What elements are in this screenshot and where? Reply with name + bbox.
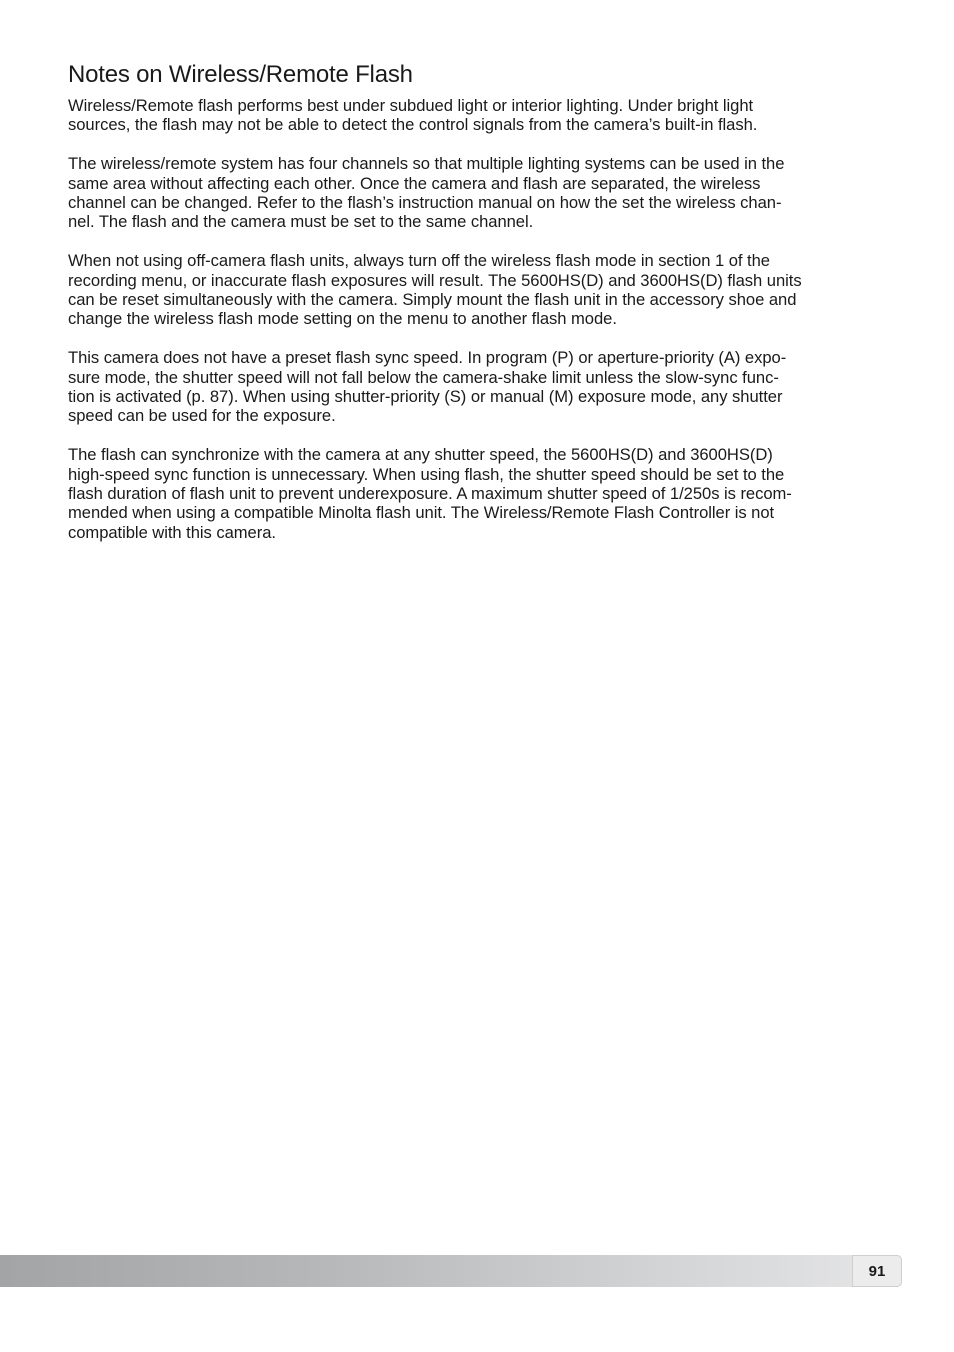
- paragraph-high-speed-sync: The flash can synchronize with the camera at any shutter speed, the 5600HS(D) and 3600HS(D) high-speed sync function is unnecessary. When using flash, the shutter speed should be set to the flash duration of flash unit to prevent underexposure. A maximum shutter speed of 1/250s is recom- mended when using a compatible Minolta flash unit. The Wireless/Remote Flash Controller is not compatible with this camera.: [68, 445, 792, 542]
- paragraph-channels: The wireless/remote system has four channels so that multiple lighting systems can be used in the same area without affecting each other. Once the camera and flash are separated, the wireless channel can be changed. Refer to the flash’s instruction manual on how the set the wireless chan- nel. The flash and the camera must be set to the same channel.: [68, 154, 785, 232]
- page-number: 91: [868, 1262, 886, 1280]
- paragraph-sync-speed: This camera does not have a preset flash sync speed. In program (P) or aperture-priority (A) expo- sure mode, the shutter speed will not fall below the camera-shake limit unless the slow-sync func- tion is activated (p. 87). When using shutter-priority (S) or manual (M) exposure mode, any shutter speed can be used for the exposure.: [68, 348, 787, 426]
- page-title: Notes on Wireless/Remote Flash: [68, 61, 413, 88]
- footer-bar: [0, 1255, 902, 1287]
- page-number-box: [852, 1255, 902, 1287]
- paragraph-wireless-performance: Wireless/Remote flash performs best under subdued light or interior lighting. Under bright light sources, the flash may not be able to detect the control signals from the camera’s built-in flash.: [68, 96, 758, 135]
- paragraph-off-camera: When not using off-camera flash units, always turn off the wireless flash mode in section 1 of the recording menu, or inaccurate flash exposures will result. The 5600HS(D) and 3600HS(D) flash units can be reset simultaneously with the camera. Simply mount the flash unit in the accessory shoe and change the wireless flash mode setting on the menu to another flash mode.: [68, 251, 802, 329]
- page-content: [68, 60, 890, 562]
